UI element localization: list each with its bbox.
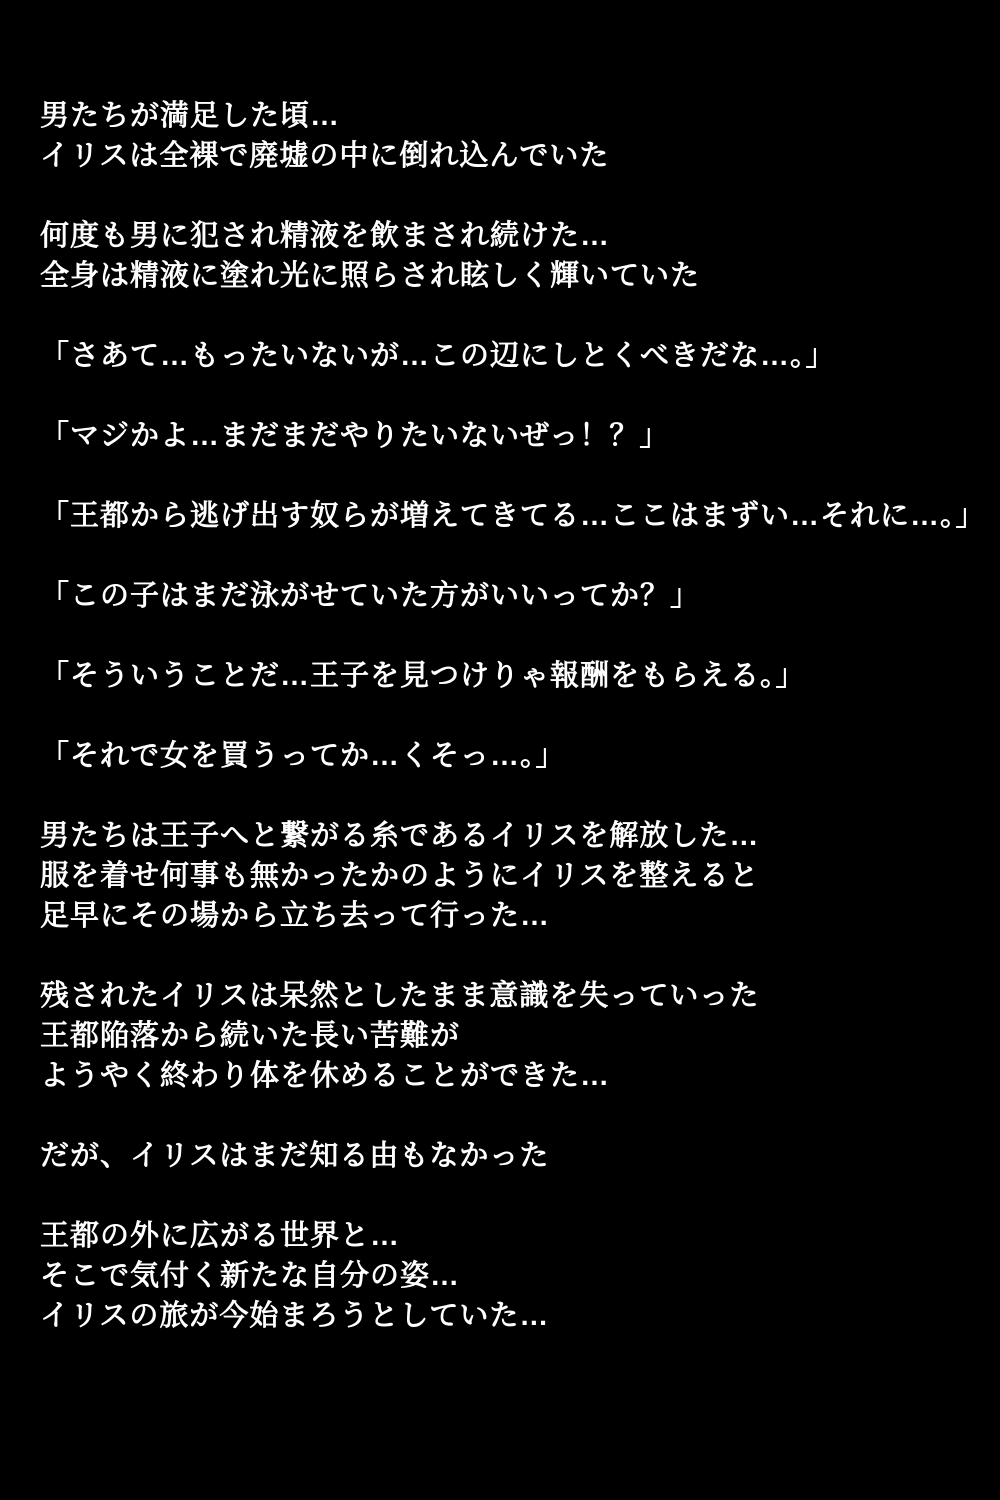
text-line: 残されたイリスは呆然としたまま意識を失っていった — [40, 980, 760, 1012]
narration-paragraph — [40, 1136, 970, 1176]
text-line: 足早にその場から立ち去って行った… — [40, 900, 551, 932]
text-line: 全身は精液に塗れ光に照らされ眩しく輝いていた — [40, 260, 701, 292]
text-line: 男たちは王子へと繋がる糸であるイリスを解放した… — [40, 820, 760, 852]
text-line: 男たちが満足した頃… — [40, 100, 341, 132]
dialogue-paragraph — [40, 576, 970, 616]
narration-paragraph — [40, 96, 970, 176]
text-line: 「この子はまだ泳がせていた方がいいってか？」 — [40, 580, 701, 612]
text-line: 服を着せ何事も無かったかのようにイリスを整えると — [40, 860, 760, 892]
text-line: 「王都から逃げ出す奴らが増えてきてる…ここはまずい…それに…。」 — [40, 500, 986, 532]
text-line: だが、イリスはまだ知る由もなかった — [40, 1140, 550, 1172]
text-line: 「さあて…もったいないが…この辺にしとくべきだな…。」 — [40, 340, 836, 372]
dialogue-paragraph — [40, 736, 970, 776]
text-line: そこで気付く新たな自分の姿… — [40, 1260, 461, 1292]
narration-paragraph — [40, 976, 970, 1096]
narration-paragraph — [40, 816, 970, 936]
dialogue-paragraph — [40, 336, 970, 376]
text-line: イリスの旅が今始まろうとしていた… — [40, 1300, 550, 1332]
dialogue-paragraph — [40, 496, 986, 536]
dialogue-paragraph — [40, 416, 970, 456]
text-line: 王都の外に広がる世界と… — [40, 1220, 401, 1252]
text-line: 「それで女を買うってか…くそっ…。」 — [40, 740, 566, 772]
text-line: イリスは全裸で廃墟の中に倒れ込んでいた — [40, 140, 610, 172]
text-line: 何度も男に犯され精液を飲まされ続けた… — [40, 220, 611, 252]
narration-paragraph — [40, 1216, 970, 1336]
text-line: 王都陥落から続いた長い苦難が — [40, 1020, 461, 1052]
text-line: ようやく終わり体を休めることができた… — [40, 1060, 611, 1092]
narration-paragraph — [40, 216, 970, 296]
text-line: 「マジかよ…まだまだやりたいないぜっ！？」 — [40, 420, 670, 452]
dialogue-paragraph — [40, 656, 970, 696]
text-line: 「そういうことだ…王子を見つけりゃ報酬をもらえる。」 — [40, 660, 806, 692]
